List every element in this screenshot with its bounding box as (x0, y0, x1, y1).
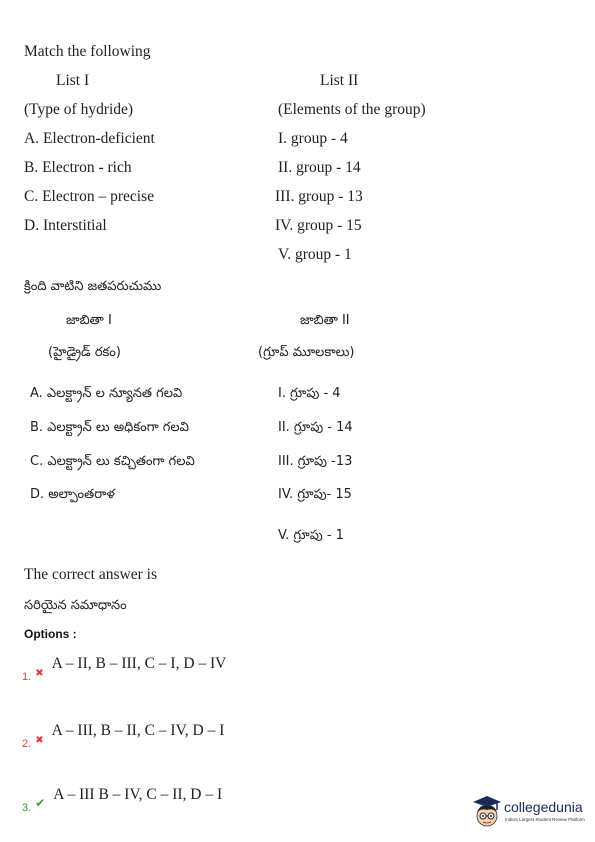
list2-title-te: జాబితా II (300, 313, 350, 328)
option-3[interactable] (22, 786, 223, 814)
collegedunia-logo (470, 793, 588, 829)
list1-item-en: A. Electron-deficient (24, 130, 155, 147)
option-1[interactable] (22, 655, 227, 683)
option-text: A – III, B – II, C – IV, D – I (51, 722, 225, 739)
list1-subtitle-en: (Type of hydride) (24, 101, 134, 118)
list1-subtitle-te: (హైడ్రైడ్ రకం) (48, 345, 121, 360)
options-label: Options : (24, 627, 77, 641)
list1-title-en: List I (56, 72, 90, 89)
option-text: A – III B – IV, C – II, D – I (53, 786, 223, 803)
list2-item-en: IV. group - 15 (275, 217, 362, 234)
list2-item-en: V. group - 1 (278, 246, 352, 263)
list1-item-te: D. అల్పాంతరాళ (30, 487, 115, 502)
list1-title-te: జాబితా I (66, 313, 112, 328)
list2-item-te: III. గ్రూపు -13 (278, 454, 353, 469)
list2-item-en: III. group - 13 (275, 188, 363, 205)
list1-item-en: B. Electron - rich (24, 159, 132, 176)
list1-item-te: B. ఎలక్ట్రాన్ లు అధికంగా గలవి (30, 420, 189, 435)
list2-item-en: I. group - 4 (278, 130, 348, 147)
list2-item-te: IV. గ్రూపు- 15 (278, 487, 352, 502)
list2-title-en: List II (320, 72, 359, 89)
option-number: 2. (22, 738, 32, 750)
list1-item-te: A. ఎలక్ట్రాన్ ల న్యూనత గలవి (30, 386, 183, 401)
list2-subtitle-te: (గ్రూప్ మూలకాలు) (258, 345, 355, 360)
option-text: A – II, B – III, C – I, D – IV (51, 655, 227, 672)
list2-item-te: I. గ్రూపు - 4 (278, 386, 341, 401)
logo-tagline: India's Largest Student Review Platform (505, 817, 585, 822)
answer-prompt-en: The correct answer is (24, 566, 157, 583)
list1-item-en: C. Electron – precise (24, 188, 154, 205)
option-number: 1. (22, 671, 32, 683)
mascot-icon (470, 793, 504, 829)
answer-prompt-te: సరియైన సమాధానం (24, 598, 127, 613)
list1-item-te: C. ఎలక్ట్రాన్ లు కచ్చితంగా గలవి (30, 454, 195, 469)
list1-item-en: D. Interstitial (24, 217, 107, 234)
list2-subtitle-en: (Elements of the group) (278, 101, 426, 118)
wrong-icon: ✖ (35, 668, 44, 679)
list2-item-te: V. గ్రూపు - 1 (278, 528, 344, 543)
correct-check-icon: ✔ (35, 796, 46, 810)
list2-item-en: II. group - 14 (278, 159, 361, 176)
wrong-icon: ✖ (35, 735, 44, 746)
option-number: 3. (22, 802, 32, 814)
question-heading-en: Match the following (24, 43, 151, 60)
logo-wordmark: collegedunia (504, 799, 583, 815)
question-heading-te: క్రింది వాటిని జతపరుచుము (24, 279, 162, 294)
list2-item-te: II. గ్రూపు - 14 (278, 420, 353, 435)
option-2[interactable] (22, 722, 225, 750)
